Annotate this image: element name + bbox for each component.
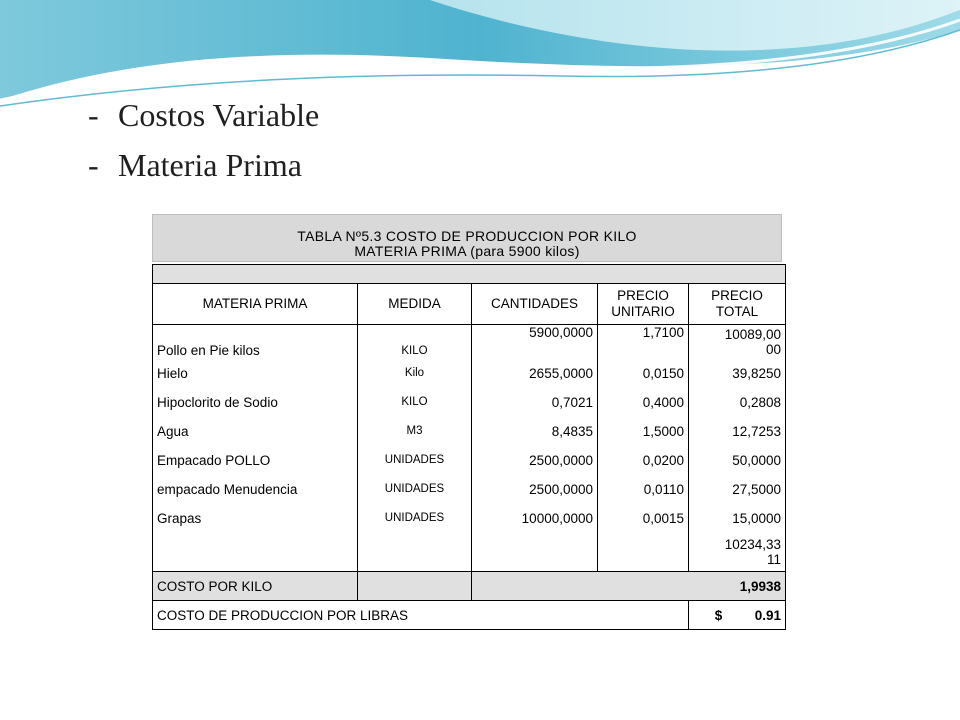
medida-cell: KILO bbox=[401, 345, 428, 357]
unitario-cell: 0,0110 bbox=[643, 482, 684, 497]
medida-column bbox=[358, 325, 472, 572]
header-cantidades: CANTIDADES bbox=[472, 284, 598, 325]
materia-cell: Hipoclorito de Sodio bbox=[157, 395, 278, 410]
cantidad-cell: 0,7021 bbox=[551, 395, 593, 410]
total-cell: 50,0000 bbox=[732, 453, 782, 468]
materia-cell: Pollo en Pie kilos bbox=[157, 343, 260, 358]
medida-cell: UNIDADES bbox=[384, 454, 445, 466]
cost-grid bbox=[152, 264, 786, 630]
medida-cell: Kilo bbox=[404, 367, 425, 379]
bullet-item bbox=[88, 144, 319, 194]
bullet-text: Materia Prima bbox=[118, 147, 302, 183]
costo-por-kilo-label: COSTO POR KILO bbox=[153, 572, 358, 601]
costo-por-kilo-row bbox=[153, 572, 786, 601]
materia-cell: empacado Menudencia bbox=[157, 482, 298, 497]
materia-cell: Agua bbox=[157, 424, 189, 439]
medida-cell: KILO bbox=[401, 396, 428, 408]
header-precio-unitario: PRECIO UNITARIO bbox=[598, 284, 689, 325]
total-cell: 27,5000 bbox=[732, 482, 782, 497]
materia-cell: Empacado POLLO bbox=[157, 453, 271, 468]
cantidades-column bbox=[472, 325, 598, 572]
costo-libras-label: COSTO DE PRODUCCION POR LIBRAS bbox=[153, 601, 689, 630]
table-header-row bbox=[153, 284, 786, 325]
bullet-dash: - bbox=[88, 97, 99, 133]
materia-cell: Hielo bbox=[157, 366, 188, 381]
sum-total-cell: 10234,33 11 bbox=[724, 537, 782, 567]
bullet-item bbox=[88, 94, 319, 144]
costo-libras-row bbox=[153, 601, 786, 630]
cantidad-cell: 10000,0000 bbox=[521, 511, 593, 526]
total-cell: 39,8250 bbox=[732, 366, 782, 381]
header-precio-total: PRECIO TOTAL bbox=[689, 284, 786, 325]
total-cell: 12,7253 bbox=[732, 424, 782, 439]
bullet-list bbox=[88, 94, 319, 194]
unitario-cell: 0,0015 bbox=[642, 511, 684, 526]
cantidad-cell: 2500,0000 bbox=[529, 453, 593, 468]
currency-symbol: $ bbox=[714, 607, 723, 623]
materia-column bbox=[153, 325, 358, 572]
cost-table bbox=[152, 214, 785, 630]
cantidad-cell: 2500,0000 bbox=[529, 482, 593, 497]
medida-cell: UNIDADES bbox=[384, 512, 445, 524]
table-body-row bbox=[153, 325, 786, 572]
total-cell: 15,0000 bbox=[732, 511, 782, 526]
cantidad-cell: 8,4835 bbox=[551, 424, 593, 439]
table-title-line1: TABLA Nº5.3 COSTO DE PRODUCCION POR KILO bbox=[297, 228, 637, 244]
unitario-cell: 0,0150 bbox=[642, 366, 684, 381]
costo-por-kilo-value: 1,9938 bbox=[472, 572, 786, 601]
total-cell: 10089,00 00 bbox=[724, 327, 782, 357]
cantidad-cell: 2655,0000 bbox=[529, 366, 593, 381]
total-cell: 0,2808 bbox=[739, 395, 782, 410]
table-spacer-row bbox=[153, 265, 786, 284]
header-materia: MATERIA PRIMA bbox=[153, 284, 358, 325]
unitario-cell: 1,5000 bbox=[642, 424, 684, 439]
costo-libras-value: 0.91 bbox=[754, 607, 782, 623]
materia-cell: Grapas bbox=[157, 511, 202, 526]
unitario-cell: 1,7100 bbox=[642, 325, 684, 340]
unitario-cell: 0,0200 bbox=[642, 453, 684, 468]
bullet-dash: - bbox=[88, 147, 99, 183]
table-title bbox=[152, 214, 782, 262]
header-medida: MEDIDA bbox=[358, 284, 472, 325]
bullet-text: Costos Variable bbox=[118, 97, 320, 133]
unitario-cell: 0,4000 bbox=[642, 395, 684, 410]
medida-cell: M3 bbox=[406, 425, 423, 437]
medida-cell: UNIDADES bbox=[384, 483, 445, 495]
table-title-line2: MATERIA PRIMA (para 5900 kilos) bbox=[354, 243, 580, 259]
costo-libras-cell bbox=[689, 601, 786, 630]
total-column bbox=[689, 325, 786, 572]
cantidad-cell: 5900,0000 bbox=[529, 325, 593, 340]
unitario-column bbox=[598, 325, 689, 572]
